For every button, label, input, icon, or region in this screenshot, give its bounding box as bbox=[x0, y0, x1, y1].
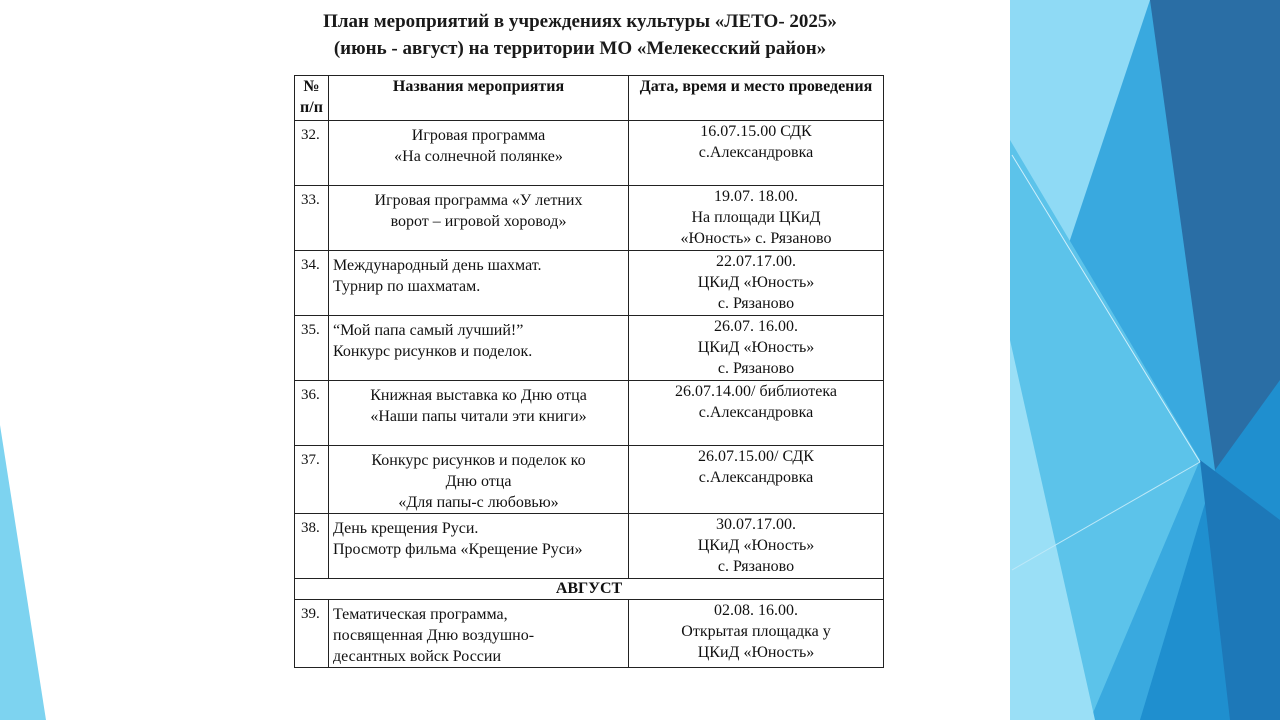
event-name-line: «На солнечной полянке» bbox=[394, 148, 563, 165]
event-name-line: десантных войск России bbox=[333, 648, 502, 665]
event-date-line: 30.07.17.00. bbox=[716, 516, 796, 533]
event-name-line: посвященная Дню воздушно- bbox=[333, 627, 535, 644]
event-name-line: Игровая программа bbox=[411, 127, 546, 144]
row-number: 38. bbox=[295, 514, 329, 579]
event-name-line: ворот – игровой хоровод» bbox=[390, 213, 567, 230]
table-row bbox=[295, 514, 884, 579]
event-name bbox=[329, 514, 629, 579]
event-date-line: с. Рязаново bbox=[717, 558, 795, 575]
event-date-line: ЦКиД «Юность» bbox=[697, 537, 815, 554]
table-row bbox=[295, 316, 884, 381]
table-row bbox=[295, 446, 884, 514]
event-date-line: 02.08. 16.00. bbox=[714, 602, 798, 619]
event-name-line: Книжная выставка ко Дню отца bbox=[370, 387, 587, 404]
event-name-line: Турнир по шахматам. bbox=[333, 278, 481, 295]
event-date-line: На площади ЦКиД bbox=[691, 209, 821, 226]
event-name bbox=[329, 381, 629, 446]
event-date-line: 26.07.14.00/ библиотека bbox=[675, 383, 837, 400]
event-date-line: 16.07.15.00 СДК bbox=[700, 123, 812, 140]
events-table bbox=[294, 75, 884, 668]
month-label: АВГУСТ bbox=[295, 579, 884, 600]
event-name-line: Конкурс рисунков и поделок. bbox=[333, 343, 533, 360]
event-date-line: 26.07.15.00/ СДК bbox=[698, 448, 814, 465]
table-row bbox=[295, 600, 884, 668]
event-name bbox=[329, 446, 629, 514]
event-date-line: 22.07.17.00. bbox=[716, 253, 796, 270]
event-name-line: Просмотр фильма «Крещение Руси» bbox=[333, 541, 583, 558]
event-date-line: с. Рязаново bbox=[717, 295, 795, 312]
table-header-row bbox=[295, 76, 884, 121]
event-date-line: с. Рязаново bbox=[717, 360, 795, 377]
event-name-line: Тематическая программа, bbox=[333, 606, 508, 623]
event-date-line: 26.07. 16.00. bbox=[714, 318, 798, 335]
row-number: 32. bbox=[295, 121, 329, 186]
event-name-line: “Мой папа самый лучший!” bbox=[333, 322, 524, 339]
event-date-place bbox=[629, 316, 884, 381]
row-number: 35. bbox=[295, 316, 329, 381]
event-date-line: с.Александровка bbox=[698, 404, 814, 421]
month-row bbox=[295, 579, 884, 600]
event-name-line: «Наши папы читали эти книги» bbox=[370, 408, 587, 425]
event-date-line: «Юность» с. Рязаново bbox=[680, 230, 832, 247]
table-row bbox=[295, 186, 884, 251]
event-date-line: Открытая площадка у bbox=[681, 623, 831, 640]
event-name bbox=[329, 600, 629, 668]
table-row bbox=[295, 121, 884, 186]
event-name-line: День крещения Руси. bbox=[333, 520, 479, 537]
event-name bbox=[329, 316, 629, 381]
event-date-place bbox=[629, 251, 884, 316]
row-number: 39. bbox=[295, 600, 329, 668]
event-name bbox=[329, 186, 629, 251]
event-date-place bbox=[629, 446, 884, 514]
event-name-line: Конкурс рисунков и поделок ко bbox=[371, 452, 586, 469]
event-name-line: Дню отца bbox=[445, 473, 512, 490]
event-name-line: Международный день шахмат. bbox=[333, 257, 542, 274]
title-line-2: (июнь - август) на территории МО «Мелекесский район» bbox=[333, 38, 827, 59]
header-date: Дата, время и место проведения bbox=[629, 76, 884, 121]
event-name bbox=[329, 251, 629, 316]
row-number: 37. bbox=[295, 446, 329, 514]
table-row bbox=[295, 381, 884, 446]
header-num: № п/п bbox=[295, 76, 329, 121]
event-date-place bbox=[629, 186, 884, 251]
event-date-line: с.Александровка bbox=[698, 469, 814, 486]
event-date-line: ЦКиД «Юность» bbox=[697, 644, 815, 661]
event-date-line: ЦКиД «Юность» bbox=[697, 274, 815, 291]
header-name: Названия мероприятия bbox=[329, 76, 629, 121]
event-date-line: ЦКиД «Юность» bbox=[697, 339, 815, 356]
row-number: 34. bbox=[295, 251, 329, 316]
event-date-place bbox=[629, 121, 884, 186]
event-date-line: с.Александровка bbox=[698, 144, 814, 161]
row-number: 36. bbox=[295, 381, 329, 446]
event-date-place bbox=[629, 600, 884, 668]
event-name-line: Игровая программа «У летних bbox=[374, 192, 583, 209]
event-date-place bbox=[629, 381, 884, 446]
event-name bbox=[329, 121, 629, 186]
event-date-line: 19.07. 18.00. bbox=[714, 188, 798, 205]
title-line-1: План мероприятий в учреждениях культуры «ЛЕТО- 2025» bbox=[323, 11, 837, 32]
event-name-line: «Для папы-с любовью» bbox=[398, 494, 559, 511]
document-title bbox=[240, 8, 920, 62]
row-number: 33. bbox=[295, 186, 329, 251]
table-row bbox=[295, 251, 884, 316]
event-date-place bbox=[629, 514, 884, 579]
